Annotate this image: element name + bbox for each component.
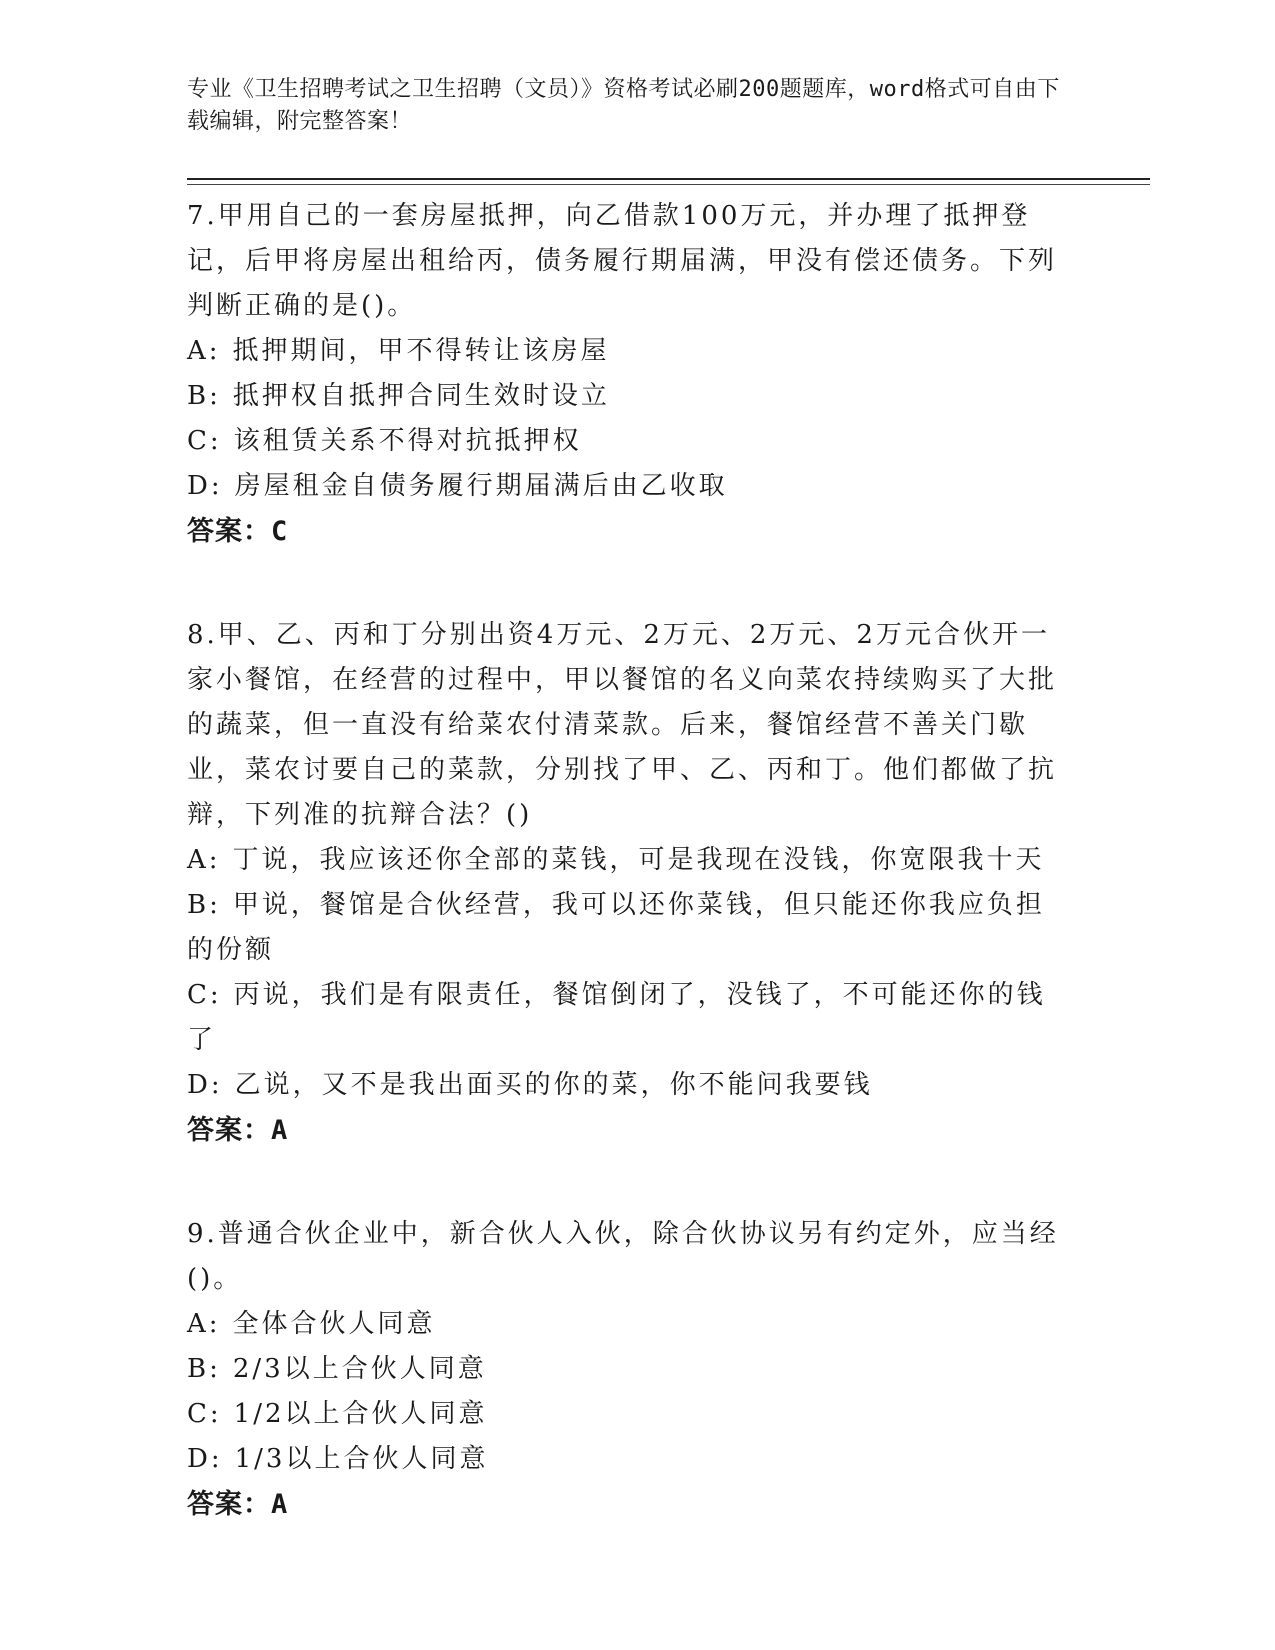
option-d: [187, 1437, 1067, 1482]
question-8: [187, 613, 1067, 1154]
option-text: 该租赁关系不得对抗抵押权: [233, 426, 582, 456]
option-a: [187, 838, 1067, 883]
question-9: [187, 1212, 1067, 1528]
option-d: [187, 464, 1067, 509]
option-text: 甲说，餐馆是合伙经营，我可以还你菜钱，但只能还你我应负担的份额: [187, 890, 1045, 965]
option-key: A:: [187, 1309, 221, 1339]
answer-label: 答案：A: [187, 1115, 289, 1146]
option-b: [187, 374, 1067, 419]
option-key: D:: [187, 471, 223, 501]
option-b: [187, 1347, 1067, 1392]
option-text: 抵押权自抵押合同生效时设立: [232, 381, 610, 411]
document-header: [187, 74, 1067, 138]
option-key: B:: [187, 890, 221, 920]
option-b: [187, 883, 1067, 973]
document-title: 专业《卫生招聘考试之卫生招聘（文员）》资格考试必刷200题题库，word格式可自由下载编辑，附完整答案！: [187, 77, 1060, 134]
header-divider-thin: [187, 184, 1150, 185]
option-key: C:: [187, 426, 222, 456]
option-text: 房屋租金自债务履行期届满后由乙收取: [234, 471, 728, 501]
option-key: D:: [187, 1070, 223, 1100]
option-c: [187, 973, 1067, 1063]
question-stem: 8.甲、乙、丙和丁分别出资4万元、2万元、2万元、2万元合伙开一家小餐馆，在经营的过程中，甲以餐馆的名义向菜农持续购买了大批的蔬菜，但一直没有给菜农付清菜款。后来，餐馆经营不善关门歇业，菜农讨要自己的菜款，分别找了甲、乙、丙和丁。他们都做了抗辩，下列准的抗辩合法？(): [187, 620, 1058, 830]
option-text: 丁说，我应该还你全部的菜钱，可是我现在没钱，你宽限我十天: [232, 845, 1045, 875]
option-d: [187, 1063, 1067, 1108]
option-key: C:: [187, 980, 222, 1010]
option-text: 丙说，我们是有限责任，餐馆倒闭了，没钱了，不可能还你的钱了: [187, 980, 1046, 1055]
answer-label: 答案：A: [187, 1489, 289, 1520]
option-c: [187, 1392, 1067, 1437]
question-stem: 7.甲用自己的一套房屋抵押，向乙借款100万元，并办理了抵押登记，后甲将房屋出租给丙，债务履行期届满，甲没有偿还债务。下列判断正确的是()。: [187, 201, 1058, 321]
question-list: [187, 194, 1067, 1586]
option-key: B:: [187, 381, 221, 411]
option-key: C:: [187, 1399, 222, 1429]
header-divider-thick: [187, 178, 1150, 180]
question-stem: 9.普通合伙企业中，新合伙人入伙，除合伙协议另有约定外，应当经()。: [187, 1219, 1059, 1294]
option-text: 全体合伙人同意: [232, 1309, 436, 1339]
option-key: A:: [187, 336, 221, 366]
question-7: [187, 194, 1067, 555]
option-key: A:: [187, 845, 221, 875]
option-text: 1/3以上合伙人同意: [234, 1444, 489, 1474]
option-a: [187, 1302, 1067, 1347]
answer-label: 答案：C: [187, 516, 289, 547]
option-key: B:: [187, 1354, 221, 1384]
option-a: [187, 329, 1067, 374]
option-c: [187, 419, 1067, 464]
option-key: D:: [187, 1444, 223, 1474]
option-text: 2/3以上合伙人同意: [232, 1354, 487, 1384]
option-text: 1/2以上合伙人同意: [233, 1399, 488, 1429]
option-text: 抵押期间，甲不得转让该房屋: [232, 336, 610, 366]
option-text: 乙说，又不是我出面买的你的菜，你不能问我要钱: [234, 1070, 873, 1100]
